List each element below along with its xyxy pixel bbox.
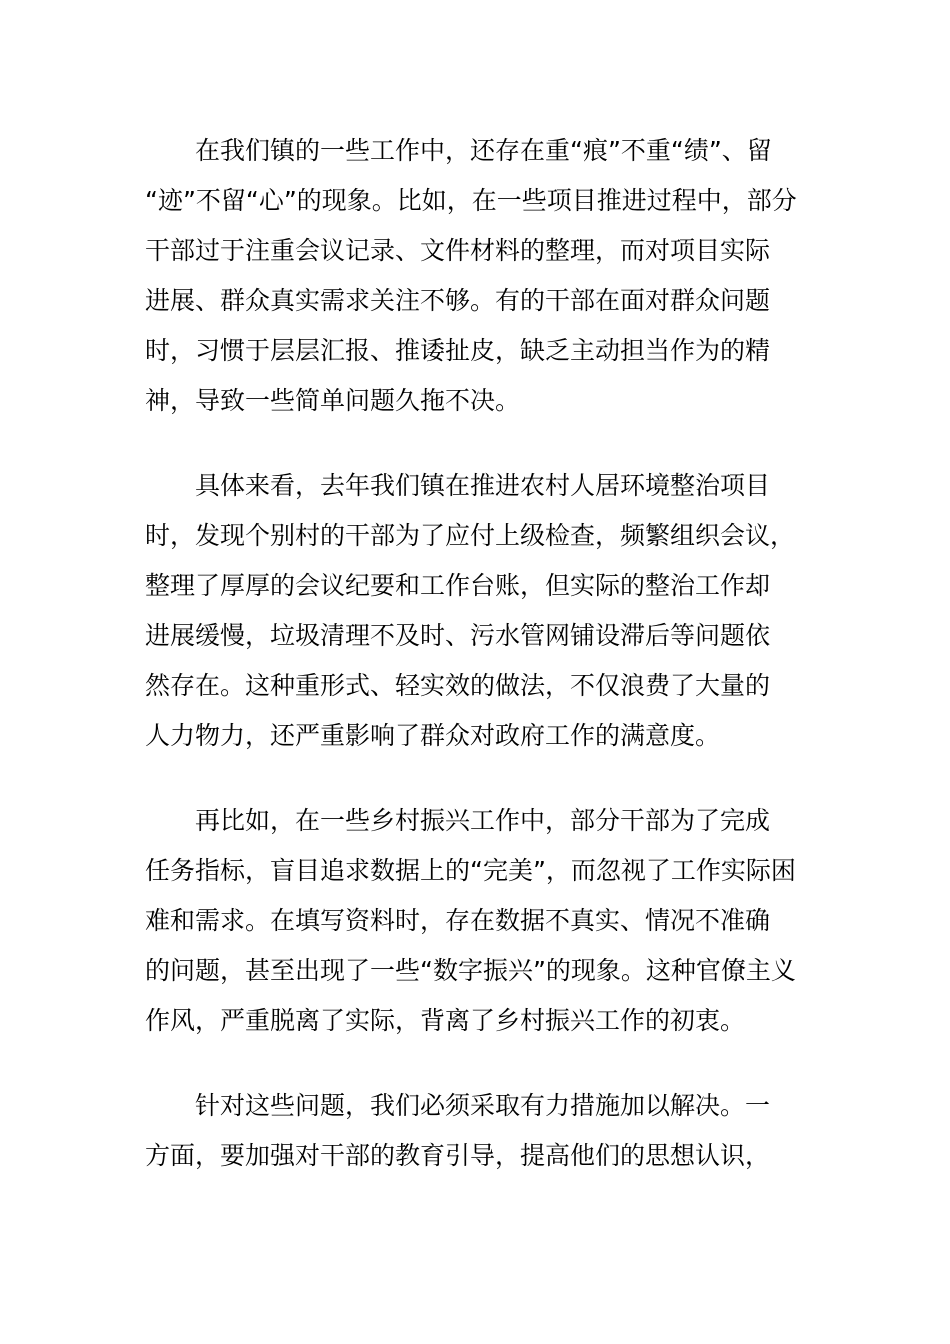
- text-line: 人力物力，还严重影响了群众对政府工作的满意度。: [145, 721, 721, 750]
- text-line: 时，习惯于层层汇报、推诿扯皮，缺乏主动担当作为的精: [145, 336, 771, 365]
- text-line: 然存在。这种重形式、轻实效的做法，不仅浪费了大量的: [145, 671, 771, 700]
- text-line: 难和需求。在填写资料时，存在数据不真实、情况不准确: [145, 906, 771, 935]
- paragraph-1: [145, 126, 810, 426]
- text-line: 干部过于注重会议记录、文件材料的整理，而对项目实际: [145, 236, 771, 265]
- text-line: 在我们镇的一些工作中，还存在重“痕”不重“绩”、留: [195, 136, 772, 165]
- document-body: [145, 126, 810, 1216]
- text-line: 任务指标，盲目追求数据上的“完美”，而忽视了工作实际困: [145, 856, 796, 885]
- text-line: 针对这些问题，我们必须采取有力措施加以解决。一: [195, 1091, 771, 1120]
- text-line: “迹”不留“心”的现象。比如，在一些项目推进过程中，部分: [145, 186, 797, 215]
- paragraph-4: [145, 1081, 810, 1181]
- text-line: 神，导致一些简单问题久拖不决。: [145, 386, 521, 415]
- paragraph-3: [145, 796, 810, 1046]
- text-line: 方面，要加强对干部的教育引导，提高他们的思想认识，: [145, 1141, 771, 1170]
- text-line: 进展、群众真实需求关注不够。有的干部在面对群众问题: [145, 286, 771, 315]
- text-line: 的问题，甚至出现了一些“数字振兴”的现象。这种官僚主义: [145, 956, 796, 985]
- text-line: 进展缓慢，垃圾清理不及时、污水管网铺设滞后等问题依: [145, 621, 771, 650]
- text-line: 具体来看，去年我们镇在推进农村人居环境整治项目: [195, 471, 771, 500]
- text-line: 整理了厚厚的会议纪要和工作台账，但实际的整治工作却: [145, 571, 771, 600]
- text-line: 作风，严重脱离了实际，背离了乡村振兴工作的初衷。: [145, 1006, 746, 1035]
- text-line: 时，发现个别村的干部为了应付上级检查，频繁组织会议，: [145, 521, 796, 550]
- text-line: 再比如，在一些乡村振兴工作中，部分干部为了完成: [195, 806, 771, 835]
- paragraph-2: [145, 461, 810, 761]
